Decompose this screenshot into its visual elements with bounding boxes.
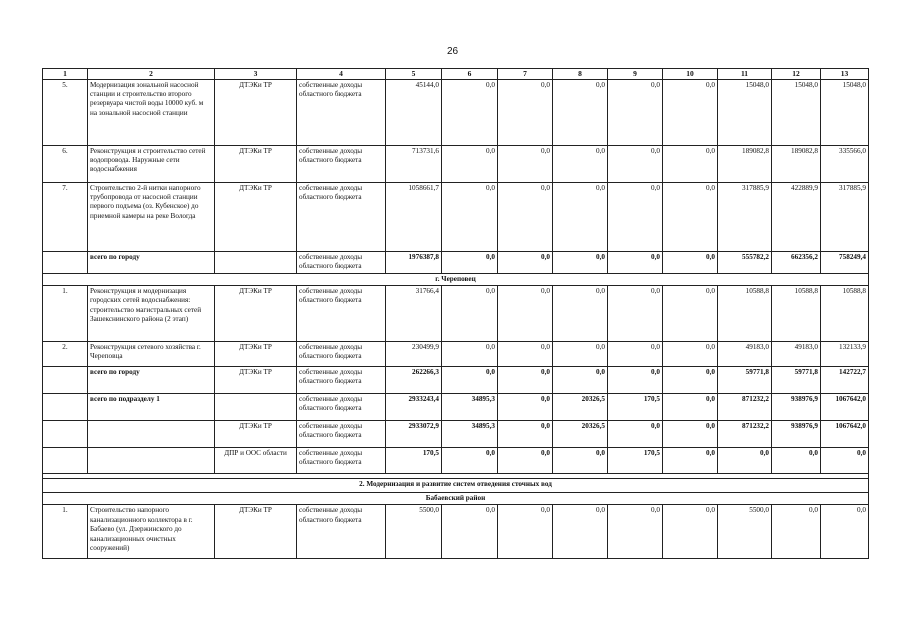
- cell-value: 0,0: [553, 79, 608, 145]
- cell-value: 15048,0: [821, 79, 869, 145]
- cell-name: Строительство 2-й нитки напорного трубопровода от насосной станции первого подъема (оз. Кубенское) до приемной камеры на реке Вологда: [88, 182, 215, 251]
- total-row: [43, 448, 869, 474]
- cell-value: 10588,8: [772, 286, 821, 342]
- cell-number: 1.: [43, 286, 88, 342]
- cell-value: 0,0: [608, 505, 663, 559]
- cell-value: 0,0: [442, 367, 498, 394]
- cell-executor: ДТЭКи ТР: [215, 505, 297, 559]
- cell-value: 317885,9: [718, 182, 772, 251]
- cell-value: 34895,3: [442, 421, 498, 448]
- cell-value: 170,5: [608, 448, 663, 474]
- cell-value: 0,0: [663, 286, 718, 342]
- cell-executor: ДТЭКи ТР: [215, 79, 297, 145]
- cell-value: 5500,0: [386, 505, 442, 559]
- cell-value: 262266,3: [386, 367, 442, 394]
- cell-source: собственные доходы областного бюджета: [297, 367, 386, 394]
- cell-value: 0,0: [553, 342, 608, 367]
- cell-executor: ДТЭКи ТР: [215, 182, 297, 251]
- cell-value: 0,0: [663, 342, 718, 367]
- cell-value: 45144,0: [386, 79, 442, 145]
- header-cell: 4: [297, 69, 386, 80]
- cell-value: 1067642,0: [821, 421, 869, 448]
- cell-value: 0,0: [498, 145, 553, 182]
- cell-value: 0,0: [553, 182, 608, 251]
- cell-value: 0,0: [498, 342, 553, 367]
- cell-value: 20326,5: [553, 394, 608, 421]
- cell-value: 0,0: [608, 367, 663, 394]
- cell-label: [88, 448, 215, 474]
- cell-value: 0,0: [608, 182, 663, 251]
- cell-value: 0,0: [608, 421, 663, 448]
- header-cell: 2: [88, 69, 215, 80]
- cell-value: 0,0: [442, 182, 498, 251]
- city-heading: [43, 273, 869, 285]
- cell-value: 0,0: [663, 448, 718, 474]
- cell-value: 0,0: [663, 367, 718, 394]
- cell-value: 15048,0: [718, 79, 772, 145]
- cell-value: 0,0: [663, 394, 718, 421]
- cell-value: 5500,0: [718, 505, 772, 559]
- cell-value: 0,0: [498, 79, 553, 145]
- table-row: [43, 145, 869, 182]
- cell-value: 0,0: [663, 145, 718, 182]
- cell-value: 0,0: [553, 367, 608, 394]
- cell-value: 142722,7: [821, 367, 869, 394]
- cell-label: [88, 421, 215, 448]
- cell-source: собственные доходы областного бюджета: [297, 505, 386, 559]
- cell-value: 170,5: [608, 394, 663, 421]
- cell-name: Реконструкция и строительство сетей водопровода. Наружные сети водоснабжения: [88, 145, 215, 182]
- cell-executor: [215, 394, 297, 421]
- table-row: [43, 342, 869, 367]
- cell-empty: [43, 421, 88, 448]
- cell-value: 20326,5: [553, 421, 608, 448]
- cell-value: 0,0: [553, 286, 608, 342]
- cell-empty: [43, 394, 88, 421]
- cell-value: 31766,4: [386, 286, 442, 342]
- table-row: [43, 286, 869, 342]
- cell-value: 0,0: [553, 505, 608, 559]
- cell-source: собственные доходы областного бюджета: [297, 394, 386, 421]
- cell-source: собственные доходы областного бюджета: [297, 286, 386, 342]
- cell-number: 6.: [43, 145, 88, 182]
- header-cell: 10: [663, 69, 718, 80]
- cell-name: Модернизация зональной насосной станции и строительство второго резервуара чистой воды 10000 куб. м на зональной насосной станции: [88, 79, 215, 145]
- cell-value: 0,0: [663, 505, 718, 559]
- cell-executor: ДТЭКи ТР: [215, 342, 297, 367]
- cell-value: 0,0: [608, 251, 663, 273]
- cell-value: 0,0: [442, 448, 498, 474]
- cell-value: 938976,9: [772, 421, 821, 448]
- header-cell: 3: [215, 69, 297, 80]
- cell-number: 7.: [43, 182, 88, 251]
- header-cell: 13: [821, 69, 869, 80]
- cell-value: 0,0: [553, 251, 608, 273]
- cell-executor: ДТЭКи ТР: [215, 367, 297, 394]
- cell-value: 0,0: [553, 145, 608, 182]
- cell-value: 0,0: [663, 79, 718, 145]
- cell-executor: ДПР и ООС области: [215, 448, 297, 474]
- cell-value: 0,0: [718, 448, 772, 474]
- total-row: [43, 251, 869, 273]
- cell-value: 317885,9: [821, 182, 869, 251]
- cell-source: собственные доходы областного бюджета: [297, 421, 386, 448]
- cell-value: 0,0: [498, 251, 553, 273]
- cell-value: 871232,2: [718, 394, 772, 421]
- cell-value: 0,0: [498, 421, 553, 448]
- cell-value: 1976387,8: [386, 251, 442, 273]
- cell-value: 555782,2: [718, 251, 772, 273]
- cell-value: 59771,8: [772, 367, 821, 394]
- cell-value: 0,0: [663, 251, 718, 273]
- cell-value: 0,0: [821, 505, 869, 559]
- cell-value: 2933243,4: [386, 394, 442, 421]
- cell-label: всего по городу: [88, 251, 215, 273]
- header-row: [43, 69, 869, 80]
- cell-executor: [215, 251, 297, 273]
- cell-source: собственные доходы областного бюджета: [297, 182, 386, 251]
- cell-value: 758249,4: [821, 251, 869, 273]
- cell-value: 34895,3: [442, 394, 498, 421]
- cell-value: 0,0: [498, 394, 553, 421]
- cell-value: 0,0: [442, 342, 498, 367]
- cell-value: 10588,8: [821, 286, 869, 342]
- cell-value: 871232,2: [718, 421, 772, 448]
- cell-value: 15048,0: [772, 79, 821, 145]
- cell-value: 230499,9: [386, 342, 442, 367]
- header-cell: 12: [772, 69, 821, 80]
- cell-value: 0,0: [442, 79, 498, 145]
- cell-value: 0,0: [442, 251, 498, 273]
- cell-source: собственные доходы областного бюджета: [297, 448, 386, 474]
- cell-value: 0,0: [442, 505, 498, 559]
- total-row: [43, 421, 869, 448]
- cell-value: 0,0: [553, 448, 608, 474]
- cell-value: 0,0: [663, 421, 718, 448]
- cell-value: 0,0: [498, 448, 553, 474]
- cell-value: 49183,0: [772, 342, 821, 367]
- cell-label: всего по городу: [88, 367, 215, 394]
- cell-value: 189082,8: [718, 145, 772, 182]
- cell-value: 2933072,9: [386, 421, 442, 448]
- header-cell: 8: [553, 69, 608, 80]
- cell-label: всего по подразделу 1: [88, 394, 215, 421]
- cell-value: 49183,0: [718, 342, 772, 367]
- cell-value: 132133,9: [821, 342, 869, 367]
- cell-value: 170,5: [386, 448, 442, 474]
- cell-value: 1058661,7: [386, 182, 442, 251]
- cell-value: 0,0: [442, 145, 498, 182]
- cell-source: собственные доходы областного бюджета: [297, 79, 386, 145]
- cell-value: 938976,9: [772, 394, 821, 421]
- header-cell: 5: [386, 69, 442, 80]
- cell-value: 0,0: [772, 505, 821, 559]
- cell-value: 0,0: [498, 286, 553, 342]
- city-heading-text: г. Череповец: [43, 273, 869, 285]
- cell-source: собственные доходы областного бюджета: [297, 251, 386, 273]
- total-row: [43, 394, 869, 421]
- section-heading-text: 2. Модернизация и развитие систем отведения сточных вод: [43, 479, 869, 493]
- cell-empty: [43, 251, 88, 273]
- budget-table: [42, 68, 869, 559]
- cell-empty: [43, 448, 88, 474]
- cell-value: 713731,6: [386, 145, 442, 182]
- header-cell: 11: [718, 69, 772, 80]
- table-row: [43, 182, 869, 251]
- section-heading: [43, 479, 869, 493]
- cell-value: 0,0: [608, 286, 663, 342]
- cell-executor: ДТЭКи ТР: [215, 145, 297, 182]
- cell-executor: ДТЭКи ТР: [215, 421, 297, 448]
- cell-number: 5.: [43, 79, 88, 145]
- cell-value: 422889,9: [772, 182, 821, 251]
- cell-source: собственные доходы областного бюджета: [297, 342, 386, 367]
- cell-value: 0,0: [442, 286, 498, 342]
- cell-value: 10588,8: [718, 286, 772, 342]
- cell-executor: ДТЭКи ТР: [215, 286, 297, 342]
- cell-value: 0,0: [498, 182, 553, 251]
- cell-value: 189082,8: [772, 145, 821, 182]
- table-body: [43, 69, 869, 559]
- header-cell: 1: [43, 69, 88, 80]
- page-number: 26: [446, 46, 459, 57]
- cell-value: 0,0: [663, 182, 718, 251]
- header-cell: 9: [608, 69, 663, 80]
- cell-value: 59771,8: [718, 367, 772, 394]
- cell-name: Строительство напорного канализационного коллектора в г. Бабаево (ул. Дзержинского до канализационных очистных сооружений): [88, 505, 215, 559]
- total-row: [43, 367, 869, 394]
- table-row: [43, 79, 869, 145]
- cell-value: 0,0: [608, 342, 663, 367]
- cell-value: 0,0: [498, 505, 553, 559]
- cell-value: 0,0: [498, 367, 553, 394]
- district-heading-text: Бабаевский район: [43, 493, 869, 505]
- cell-name: Реконструкция сетевого хозяйства г. Череповца: [88, 342, 215, 367]
- cell-value: 0,0: [608, 79, 663, 145]
- cell-value: 0,0: [772, 448, 821, 474]
- cell-value: 335566,0: [821, 145, 869, 182]
- cell-value: 0,0: [608, 145, 663, 182]
- cell-value: 1067642,0: [821, 394, 869, 421]
- cell-name: Реконструкция и модернизация городских сетей водоснабжения: строительство магистральных сетей Зашекснинского района (2 этап): [88, 286, 215, 342]
- header-cell: 6: [442, 69, 498, 80]
- header-cell: 7: [498, 69, 553, 80]
- cell-number: 1.: [43, 505, 88, 559]
- district-heading: [43, 493, 869, 505]
- cell-empty: [43, 367, 88, 394]
- cell-number: 2.: [43, 342, 88, 367]
- table-row: [43, 505, 869, 559]
- cell-value: 0,0: [821, 448, 869, 474]
- cell-value: 662356,2: [772, 251, 821, 273]
- cell-source: собственные доходы областного бюджета: [297, 145, 386, 182]
